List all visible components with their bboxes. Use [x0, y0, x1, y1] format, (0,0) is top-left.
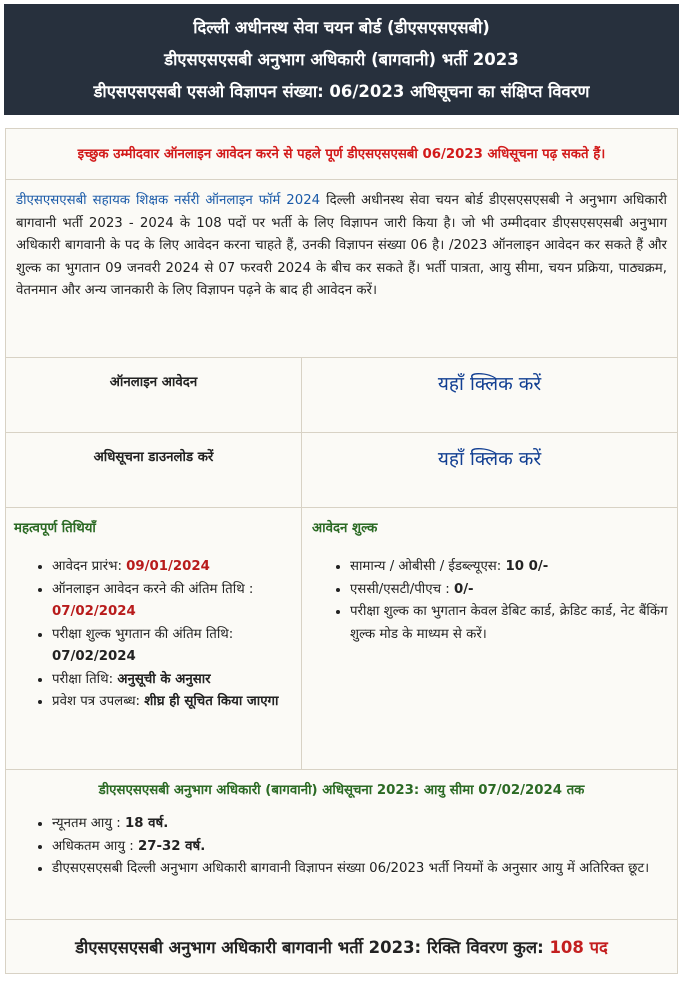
intro-text: दिल्ली अधीनस्थ सेवा चयन बोर्ड डीएसएसएसबी ने अनुभाग अधिकारी बागवानी भर्ती 2023 - 2024 के 108 पदों पर भर्ती के लिए विज्ञापन जारी किया है। जो भी उम्मीदवार डीएसएसएसबी अनुभाग अधिकारी बागवानी के पद के लिए आवेदन करना चाहते हैं, उनकी विज्ञापन संख्या 06 है। /2023 ऑनलाइन आवेदन कर सकते हैं और शुल्क का भुगतान 09 जनवरी 2024 से 07 फरवरी 2024 के बीच कर सकते हैं। भर्ती पात्रता, आयु सीमा, चयन प्रक्रिया, पाठ्यक्रम, वेतनमान और अन्य जानकारी के लिए विज्ञापन पढ़ने के बाद ही आवेदन करें।: [16, 193, 668, 298]
important-dates-list: [14, 556, 293, 714]
vacancy-label: डीएसएसएसबी अनुभाग अधिकारी बागवानी भर्ती 2023: रिक्ति विवरण कुल:: [75, 938, 550, 957]
age-limit-title: डीएसएसएसबी अनुभाग अधिकारी (बागवानी) अधिसूचना 2023: आयु सीमा 07/02/2024 तक: [98, 783, 585, 798]
age-value: 27-32 वर्ष.: [138, 838, 206, 854]
download-notification-row: [5, 433, 678, 508]
header-advertisement-line: डीएसएसएसबी एसओ विज्ञापन संख्या: 06/2023 अधिसूचना का संक्षिप्त विवरण: [93, 82, 590, 101]
list-item: [350, 556, 669, 579]
important-dates-title: महत्वपूर्ण तिथियाँ: [14, 521, 96, 536]
date-label: ऑनलाइन आवेदन करने की अंतिम तिथि :: [52, 581, 254, 597]
application-fee-title: आवेदन शुल्क: [312, 521, 378, 536]
dates-fee-section: [5, 508, 678, 770]
list-item: [52, 691, 293, 714]
application-fee: [302, 508, 677, 769]
age-limit-list: [14, 813, 669, 881]
fee-label: सामान्य / ओबीसी / ईडब्ल्यूएस:: [350, 559, 506, 574]
fee-value: 10 0/-: [505, 559, 549, 574]
application-fee-list: [312, 556, 669, 646]
important-dates: [6, 508, 302, 769]
date-label: परीक्षा शुल्क भुगतान की अंतिम तिथि:: [52, 626, 234, 642]
date-value: अनुसूची के अनुसार: [117, 671, 211, 687]
intro-paragraph: [5, 180, 678, 358]
download-notification-label: अधिसूचना डाउनलोड करें: [6, 433, 302, 507]
date-value: 07/02/2024: [52, 604, 136, 619]
list-item: [52, 556, 293, 579]
age-label: डीएसएसएसबी दिल्ली अनुभाग अधिकारी बागवानी विज्ञापन संख्या 06/2023 भर्ती नियमों के अनुसार आयु में अतिरिक्त छूट।: [52, 861, 650, 876]
age-value: 18 वर्ष.: [125, 816, 169, 831]
download-notification-link[interactable]: यहाँ क्लिक करें: [437, 448, 542, 470]
list-item: [350, 601, 669, 646]
list-item: [52, 836, 669, 859]
date-label: प्रवेश पत्र उपलब्ध:: [52, 694, 145, 709]
notice-banner: इच्छुक उम्मीदवार ऑनलाइन आवेदन करने से पहले पूर्ण डीएसएसएसबी 06/2023 अधिसूचना पढ़ सकते हैं।: [5, 128, 678, 180]
list-item: [350, 579, 669, 602]
fee-label: परीक्षा शुल्क का भुगतान केवल डेबिट कार्ड, क्रेडिट कार्ड, नेट बैंकिंग शुल्क मोड के माध्यम से करें।: [350, 604, 668, 642]
age-limit-section: [5, 770, 678, 920]
fee-value: 0/-: [453, 581, 474, 597]
fee-label: एससी/एसटी/पीएच :: [350, 581, 454, 597]
vacancy-summary: [5, 920, 678, 974]
header-title: दिल्ली अधीनस्थ सेवा चयन बोर्ड (डीएसएसएसबी): [193, 18, 490, 37]
date-value: शीघ्र ही सूचित किया जाएगा: [144, 694, 279, 709]
date-value: 07/02/2024: [52, 649, 136, 664]
date-label: आवेदन प्रारंभ:: [52, 559, 127, 574]
date-label: परीक्षा तिथि:: [52, 671, 118, 687]
online-apply-label: ऑनलाइन आवेदन: [6, 358, 302, 432]
online-apply-row: [5, 358, 678, 433]
header-subtitle: डीएसएसएसबी अनुभाग अधिकारी (बागवानी) भर्ती 2023: [164, 50, 519, 69]
page-header: [0, 0, 683, 115]
list-item: [52, 669, 293, 692]
age-label: न्यूनतम आयु :: [52, 816, 126, 831]
list-item: [52, 813, 669, 836]
list-item: [52, 858, 669, 881]
vacancy-count: 108 पद: [549, 938, 608, 957]
list-item: [52, 579, 293, 624]
related-form-link[interactable]: डीएसएसएसबी सहायक शिक्षक नर्सरी ऑनलाइन फॉर्म 2024: [16, 193, 321, 208]
list-item: [52, 624, 293, 669]
online-apply-link[interactable]: यहाँ क्लिक करें: [437, 373, 542, 395]
age-label: अधिकतम आयु :: [52, 838, 138, 854]
date-value: 09/01/2024: [126, 559, 210, 574]
